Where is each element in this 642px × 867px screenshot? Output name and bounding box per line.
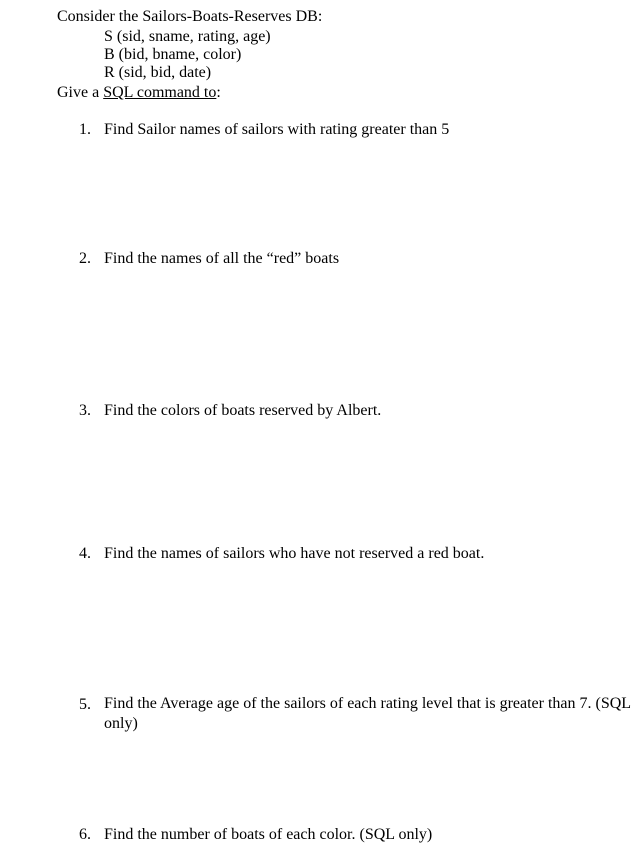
question-text: Find the names of all the “red” boats	[104, 250, 340, 267]
question-number: 6.	[79, 826, 91, 843]
prompt-line	[57, 84, 221, 102]
question-number: 1.	[79, 121, 91, 138]
schema-sailors: S (sid, sname, rating, age)	[104, 28, 271, 45]
sql-command-link[interactable]: SQL command to	[103, 84, 217, 101]
question-number: 4.	[79, 545, 91, 562]
prompt-prefix: Give a	[57, 84, 104, 101]
question-number: 5.	[79, 696, 91, 713]
question-text: Find Sailor names of sailors with rating greater than 5	[104, 121, 450, 138]
question-text: Find the number of boats of each color. (SQL only)	[104, 826, 433, 843]
intro-line: Consider the Sailors-Boats-Reserves DB:	[57, 8, 323, 25]
question-text: Find the names of sailors who have not reserved a red boat.	[104, 545, 485, 562]
schema-reserves: R (sid, bid, date)	[104, 64, 212, 81]
prompt-suffix: :	[216, 84, 221, 101]
schema-boats: B (bid, bname, color)	[104, 46, 242, 63]
question-number: 3.	[79, 402, 91, 419]
question-text: Find the Average age of the sailors of each rating level that is greater than 7. (SQL only)	[104, 695, 631, 732]
question-number: 2.	[79, 250, 91, 267]
question-text: Find the colors of boats reserved by Albert.	[104, 402, 382, 419]
